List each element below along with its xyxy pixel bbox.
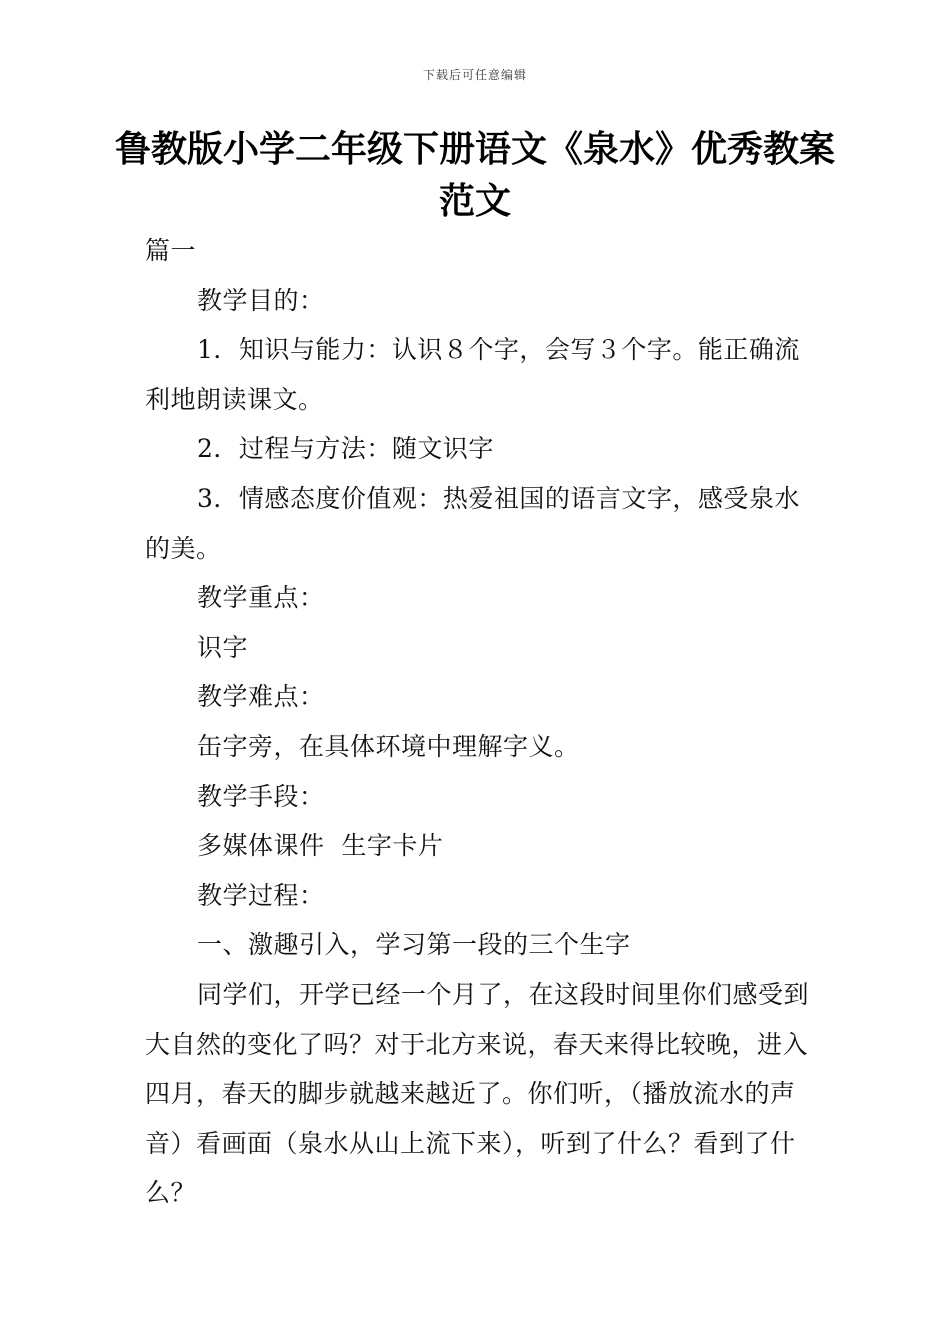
teaching-means-text: 多媒体课件 生字卡片 (197, 831, 444, 861)
heading-teaching-process: 教学过程： (197, 880, 325, 910)
document-body (145, 226, 810, 1218)
goal-item-1: 1．知识与能力：认识８个字，会写３个字。能正确流利地朗读课文。 (145, 335, 800, 414)
heading-teaching-means: 教学手段： (197, 781, 325, 811)
document-title: 鲁教版小学二年级下册语文《泉水》优秀教案范文 (114, 129, 835, 222)
goal-item-3: 3．情感态度价值观：热爱祖国的语言文字，感受泉水的美。 (145, 483, 800, 563)
heading-difficulties: 教学难点： (197, 682, 325, 712)
process-paragraph: 同学们，开学已经一个月了，在这段时间里你们感受到大自然的变化了吗？对于北方来说，春天来得比较晚，进入四月，春天的脚步就越来越近了。你们听，（播放流水的声音）看画面（泉水从山上流下来），听到了什么？看到了什么？ (145, 979, 810, 1208)
process-step-1: 一、激趣引入，学习第一段的三个生字 (197, 930, 631, 960)
goal-item-2: 2．过程与方法：随文识字 (197, 434, 494, 464)
difficulties-text: 缶字旁，在具体环境中理解字义。 (197, 731, 580, 761)
heading-teaching-goals: 教学目的： (197, 285, 325, 315)
section-label: 篇一 (145, 236, 197, 265)
heading-key-points: 教学重点： (197, 583, 325, 613)
header-note: 下载后可任意编辑 (422, 68, 527, 82)
key-points-text: 识字 (197, 632, 249, 662)
